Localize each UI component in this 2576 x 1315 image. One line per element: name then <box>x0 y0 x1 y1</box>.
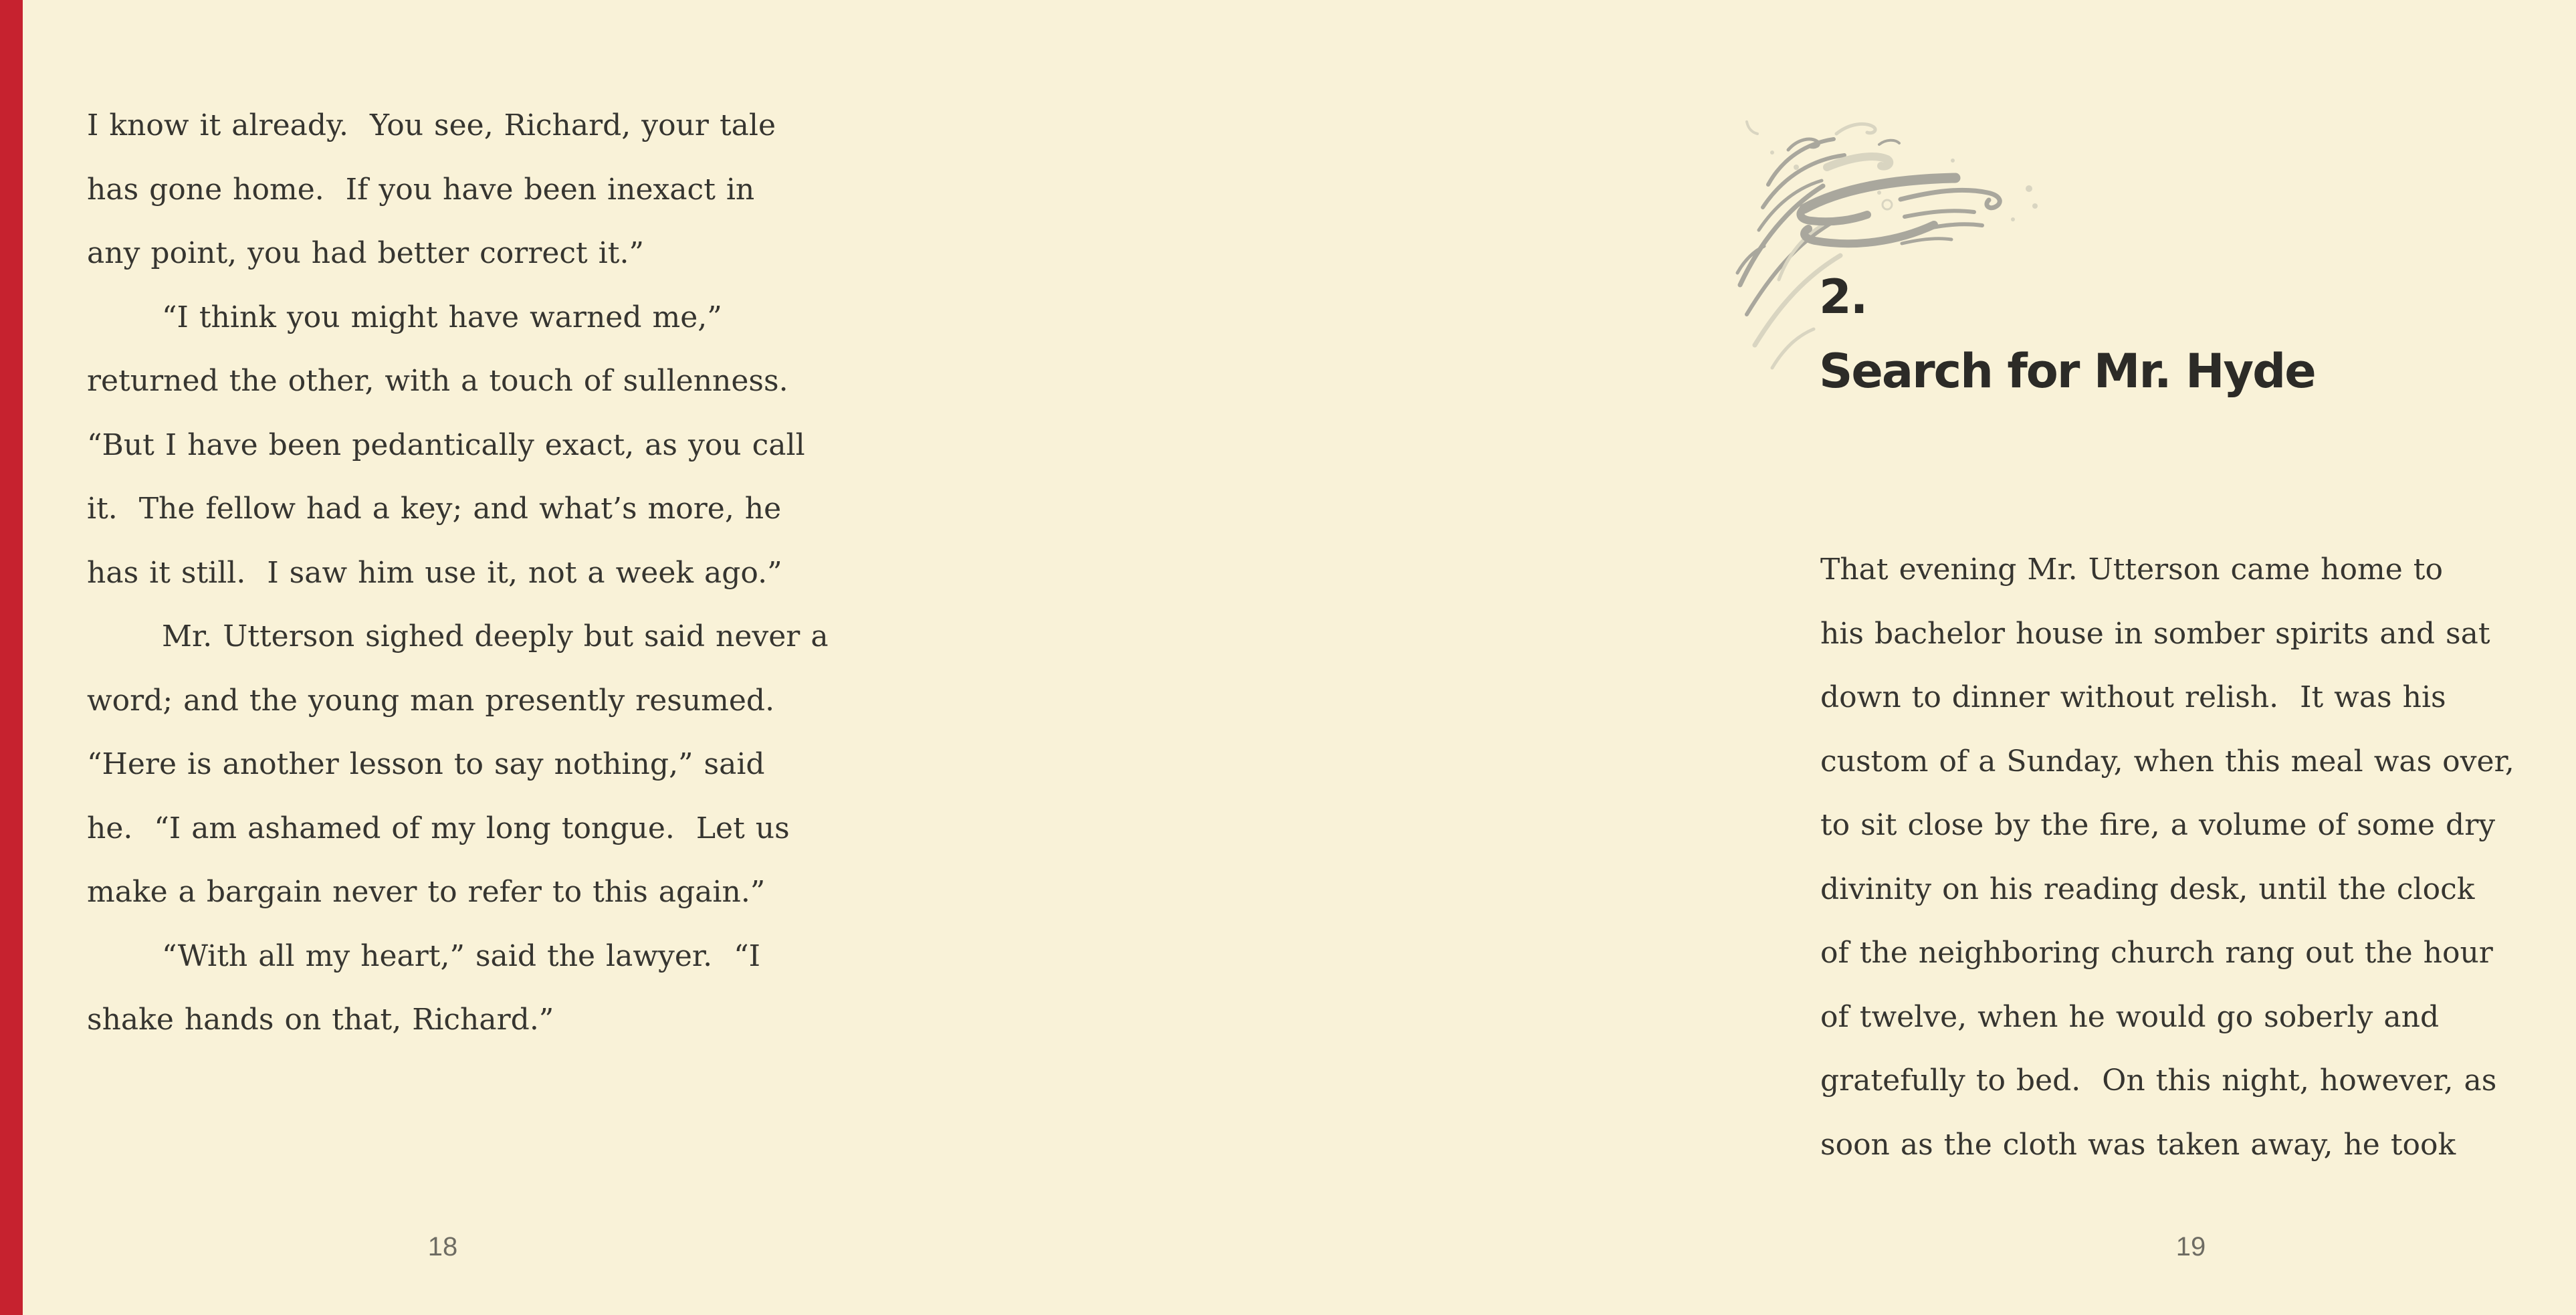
right-page[interactable] <box>869 0 2514 1315</box>
left-page[interactable] <box>23 0 869 1315</box>
text-line: to sit close by the fire, a volume of some dry <box>1820 808 2496 842</box>
text-line: of twelve, when he would go soberly and <box>1820 999 2440 1034</box>
text-line: has gone home. If you have been inexact in <box>87 172 755 207</box>
text-line: his bachelor house in somber spirits and sat <box>1820 616 2490 651</box>
text-line: “With all my heart,” said the lawyer. “I <box>162 938 760 973</box>
text-line: I know it already. You see, Richard, your tale <box>87 108 776 142</box>
left-page-number: 18 <box>427 1232 458 1261</box>
chapter-number: 2. <box>1819 270 1867 324</box>
text-line: Mr. Utterson sighed deeply but said never a <box>162 619 829 653</box>
text-line: it. The fellow had a key; and what’s more, he <box>87 492 782 526</box>
text-line: returned the other, with a touch of sullenness. <box>87 364 788 398</box>
text-line: down to dinner without relish. It was his <box>1820 680 2446 714</box>
text-line: he. “I am ashamed of my long tongue. Let us <box>87 811 790 845</box>
book-cover-edge <box>0 0 23 1315</box>
text-line: any point, you had better correct it.” <box>87 236 644 270</box>
text-line: custom of a Sunday, when this meal was over, <box>1820 744 2514 779</box>
text-line: has it still. I saw him use it, not a week ago.” <box>87 555 782 590</box>
text-line: “But I have been pedantically exact, as you call <box>87 427 805 462</box>
left-page-text <box>87 94 876 1052</box>
text-line: gratefully to bed. On this night, however, as <box>1820 1064 2497 1098</box>
text-line: word; and the young man presently resumed. <box>87 683 775 718</box>
text-line: “Here is another lesson to say nothing,” said <box>87 747 765 781</box>
text-line: make a bargain never to refer to this again.” <box>87 875 766 909</box>
text-line: divinity on his reading desk, until the clock <box>1820 872 2475 906</box>
right-page-text <box>1820 538 2576 1177</box>
text-line: shake hands on that, Richard.” <box>87 1003 554 1037</box>
chapter-title: Search for Mr. Hyde <box>1819 344 2315 399</box>
text-line: “I think you might have warned me,” <box>162 300 722 334</box>
text-line: That evening Mr. Utterson came home to <box>1820 552 2443 587</box>
text-line: of the neighboring church rang out the hour <box>1820 936 2493 970</box>
text-line: soon as the cloth was taken away, he took <box>1820 1127 2456 1162</box>
right-page-number: 19 <box>2175 1232 2206 1261</box>
